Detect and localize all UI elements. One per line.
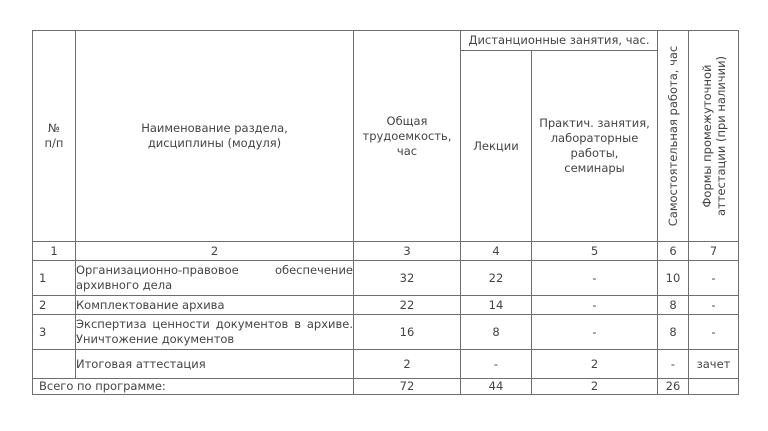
table-row <box>33 296 739 315</box>
table-row <box>33 261 739 296</box>
row-form: - <box>689 315 739 350</box>
column-number: 7 <box>689 242 739 261</box>
row-total: 16 <box>354 315 461 350</box>
totals-label: Всего по программе: <box>33 379 354 395</box>
column-number: 1 <box>33 242 76 261</box>
totals-practice: 2 <box>532 379 658 395</box>
row-form: - <box>689 261 739 296</box>
column-number: 3 <box>354 242 461 261</box>
column-number: 6 <box>658 242 689 261</box>
row-name: Комплектование архива <box>76 296 354 315</box>
header-total: Общая трудоемкость, час <box>354 31 461 242</box>
totals-self-work: 26 <box>658 379 689 395</box>
totals-total: 72 <box>354 379 461 395</box>
header-self-work-text: Самостоятельная работа, час <box>666 45 680 227</box>
row-practice: - <box>532 261 658 296</box>
row-lectures: - <box>461 350 532 379</box>
column-number-row <box>33 242 739 261</box>
row-num: 1 <box>33 261 76 296</box>
row-name: Организационно-правовое обеспечение архивного дела <box>76 261 354 296</box>
totals-row <box>33 379 739 395</box>
totals-lectures: 44 <box>461 379 532 395</box>
row-self-work: 10 <box>658 261 689 296</box>
table-row <box>33 315 739 350</box>
header-num: № п/п <box>33 31 76 242</box>
table-row <box>33 350 739 379</box>
row-num: 2 <box>33 296 76 315</box>
row-practice: - <box>532 315 658 350</box>
column-number: 4 <box>461 242 532 261</box>
row-practice: 2 <box>532 350 658 379</box>
curriculum-table <box>32 30 739 395</box>
row-name: Итоговая аттестация <box>76 350 354 379</box>
row-practice: - <box>532 296 658 315</box>
row-total: 2 <box>354 350 461 379</box>
header-lectures: Лекции <box>461 51 532 242</box>
row-num <box>33 350 76 379</box>
row-num: 3 <box>33 315 76 350</box>
row-lectures: 22 <box>461 261 532 296</box>
row-total: 32 <box>354 261 461 296</box>
header-distance-group: Дистанционные занятия, час. <box>461 31 658 51</box>
row-lectures: 8 <box>461 315 532 350</box>
row-self-work: - <box>658 350 689 379</box>
column-number: 2 <box>76 242 354 261</box>
header-forms-line2: аттестации (при наличии) <box>713 55 728 217</box>
header-practice: Практич. занятия, лабораторные работы, семинары <box>532 51 658 242</box>
row-lectures: 14 <box>461 296 532 315</box>
header-forms-line1: Формы промежуточной <box>699 64 714 208</box>
totals-form <box>689 379 739 395</box>
header-forms-text <box>700 56 728 216</box>
row-self-work: 8 <box>658 296 689 315</box>
row-total: 22 <box>354 296 461 315</box>
row-self-work: 8 <box>658 315 689 350</box>
row-form: зачет <box>689 350 739 379</box>
row-form: - <box>689 296 739 315</box>
column-number: 5 <box>532 242 658 261</box>
header-forms <box>689 31 739 242</box>
header-name: Наименование раздела, дисциплины (модуля) <box>76 31 354 242</box>
header-self-work <box>658 31 689 242</box>
row-name: Экспертиза ценности документов в архиве. Уничтожение документов <box>76 315 354 350</box>
